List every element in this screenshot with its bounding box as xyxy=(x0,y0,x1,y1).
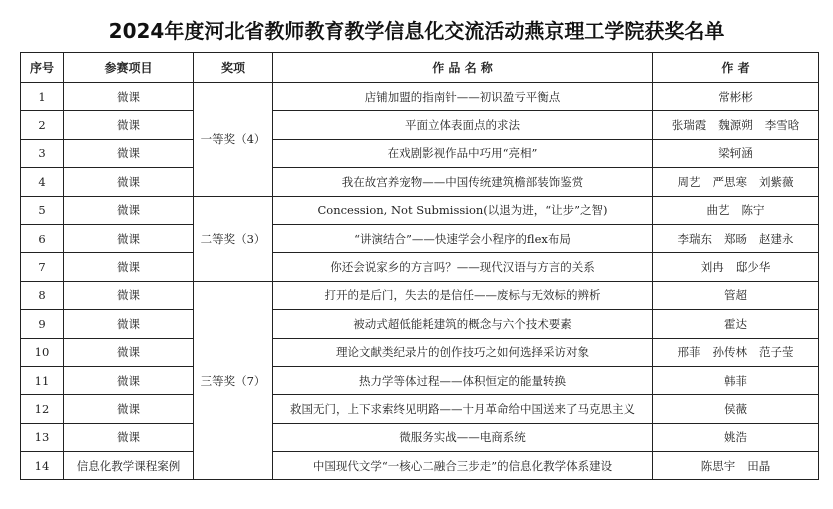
table-row xyxy=(21,168,819,196)
authors-cell xyxy=(653,423,819,451)
author-name: 周艺 xyxy=(677,174,701,189)
authors-cell xyxy=(653,281,819,309)
row-category: 微课 xyxy=(64,310,194,338)
author-name: 邸少华 xyxy=(735,260,771,275)
author-name: 张瑞霞 xyxy=(671,118,707,133)
table-row xyxy=(21,423,819,451)
authors-cell xyxy=(653,310,819,338)
author-name: 赵建永 xyxy=(759,231,794,246)
authors-cell xyxy=(653,83,819,111)
table-row xyxy=(21,395,819,423)
authors-cell xyxy=(653,395,819,423)
row-category: 微课 xyxy=(64,111,194,139)
authors-cell xyxy=(653,168,819,196)
work-title: 你还会说家乡的方言吗？——现代汉语与方言的关系 xyxy=(273,253,653,281)
work-title: “讲演结合”——快速学会小程序的flex布局 xyxy=(273,224,653,252)
row-category: 微课 xyxy=(64,168,194,196)
row-category: 微课 xyxy=(64,253,194,281)
row-number: 4 xyxy=(21,168,64,196)
author-name: 田晶 xyxy=(747,458,771,473)
author-name: 常彬彬 xyxy=(718,89,753,104)
author-name: 李瑞东 xyxy=(677,231,712,246)
author-name: 陈思宇 xyxy=(700,458,736,473)
row-category: 微课 xyxy=(64,83,194,111)
author-name: 霍达 xyxy=(724,316,747,331)
row-category: 微课 xyxy=(64,224,194,252)
table-row xyxy=(21,366,819,394)
author-name: 侯薇 xyxy=(724,401,747,416)
author-name: 郑旸 xyxy=(724,231,747,246)
row-number: 12 xyxy=(21,395,64,423)
table-row xyxy=(21,111,819,139)
author-name: 刘冉 xyxy=(700,260,724,275)
author-name: 孙传林 xyxy=(712,345,747,360)
award-level: 一等奖（4） xyxy=(194,83,273,197)
authors-cell xyxy=(653,196,819,224)
table-row xyxy=(21,253,819,281)
table-body xyxy=(21,83,819,480)
work-title: 我在故宫养宠物——中国传统建筑檐部装饰鉴赏 xyxy=(273,168,653,196)
author-name: 刘紫薇 xyxy=(759,174,794,189)
author-name: 邢菲 xyxy=(677,345,701,360)
table-row xyxy=(21,452,819,480)
author-name: 陈宁 xyxy=(741,203,765,218)
table-row xyxy=(21,310,819,338)
header-work: 作 品 名 称 xyxy=(273,53,653,83)
table-row xyxy=(21,83,819,111)
author-name: 姚浩 xyxy=(724,430,747,445)
table-row xyxy=(21,139,819,167)
authors-cell xyxy=(653,253,819,281)
row-number: 10 xyxy=(21,338,64,366)
row-number: 3 xyxy=(21,139,64,167)
table-header-row xyxy=(21,53,819,83)
table-row xyxy=(21,196,819,224)
table-row xyxy=(21,281,819,309)
author-name: 严思寒 xyxy=(712,174,747,189)
header-award: 奖项 xyxy=(194,53,273,83)
work-title: 热力学等体过程——体积恒定的能量转换 xyxy=(273,366,653,394)
header-authors: 作 者 xyxy=(653,53,819,83)
header-no: 序号 xyxy=(21,53,64,83)
work-title: 在戏剧影视作品中巧用“亮相” xyxy=(273,139,653,167)
author-name: 韩菲 xyxy=(724,373,747,388)
work-title: 中国现代文学“一核心二融合三步走”的信息化教学体系建设 xyxy=(273,452,653,480)
row-number: 1 xyxy=(21,83,64,111)
authors-cell xyxy=(653,139,819,167)
award-level: 二等奖（3） xyxy=(194,196,273,281)
row-number: 7 xyxy=(21,253,64,281)
table-row xyxy=(21,338,819,366)
row-category: 微课 xyxy=(64,366,194,394)
page-title: 2024年度河北省教师教育教学信息化交流活动燕京理工学院获奖名单 xyxy=(108,19,725,43)
work-title: Concession, Not Submission(以退为进，“让步”之智) xyxy=(273,196,653,224)
row-category: 微课 xyxy=(64,139,194,167)
row-category: 微课 xyxy=(64,395,194,423)
authors-cell xyxy=(653,452,819,480)
work-title: 被动式超低能耗建筑的概念与六个技术要素 xyxy=(273,310,653,338)
work-title: 救国无门，上下求索终见明路——十月革命给中国送来了马克思主义 xyxy=(273,395,653,423)
row-number: 14 xyxy=(21,452,64,480)
authors-cell xyxy=(653,111,819,139)
award-table xyxy=(20,52,819,480)
author-name: 魏源朔 xyxy=(718,118,753,133)
row-category: 微课 xyxy=(64,338,194,366)
author-name: 梁轲涵 xyxy=(718,146,753,161)
row-number: 8 xyxy=(21,281,64,309)
table-row xyxy=(21,224,819,252)
authors-cell xyxy=(653,366,819,394)
work-title: 理论文献类纪录片的创作技巧之如何选择采访对象 xyxy=(273,338,653,366)
row-number: 2 xyxy=(21,111,64,139)
row-category: 微课 xyxy=(64,196,194,224)
authors-cell xyxy=(653,224,819,252)
row-category: 微课 xyxy=(64,423,194,451)
row-number: 9 xyxy=(21,310,64,338)
row-category: 微课 xyxy=(64,281,194,309)
work-title: 店铺加盟的指南针——初识盈亏平衡点 xyxy=(273,83,653,111)
work-title: 打开的是后门，失去的是信任——废标与无效标的辨析 xyxy=(273,281,653,309)
author-name: 曲艺 xyxy=(706,203,730,218)
award-level: 三等奖（7） xyxy=(194,281,273,480)
row-number: 11 xyxy=(21,366,64,394)
row-number: 6 xyxy=(21,224,64,252)
work-title: 平面立体表面点的求法 xyxy=(273,111,653,139)
row-number: 5 xyxy=(21,196,64,224)
author-name: 李雪晗 xyxy=(764,118,800,133)
header-category: 参赛项目 xyxy=(64,53,194,83)
authors-cell xyxy=(653,338,819,366)
row-category: 信息化教学课程案例 xyxy=(64,452,194,480)
work-title: 微服务实战——电商系统 xyxy=(273,423,653,451)
row-number: 13 xyxy=(21,423,64,451)
author-name: 管超 xyxy=(724,288,747,303)
author-name: 范子莹 xyxy=(759,345,794,360)
